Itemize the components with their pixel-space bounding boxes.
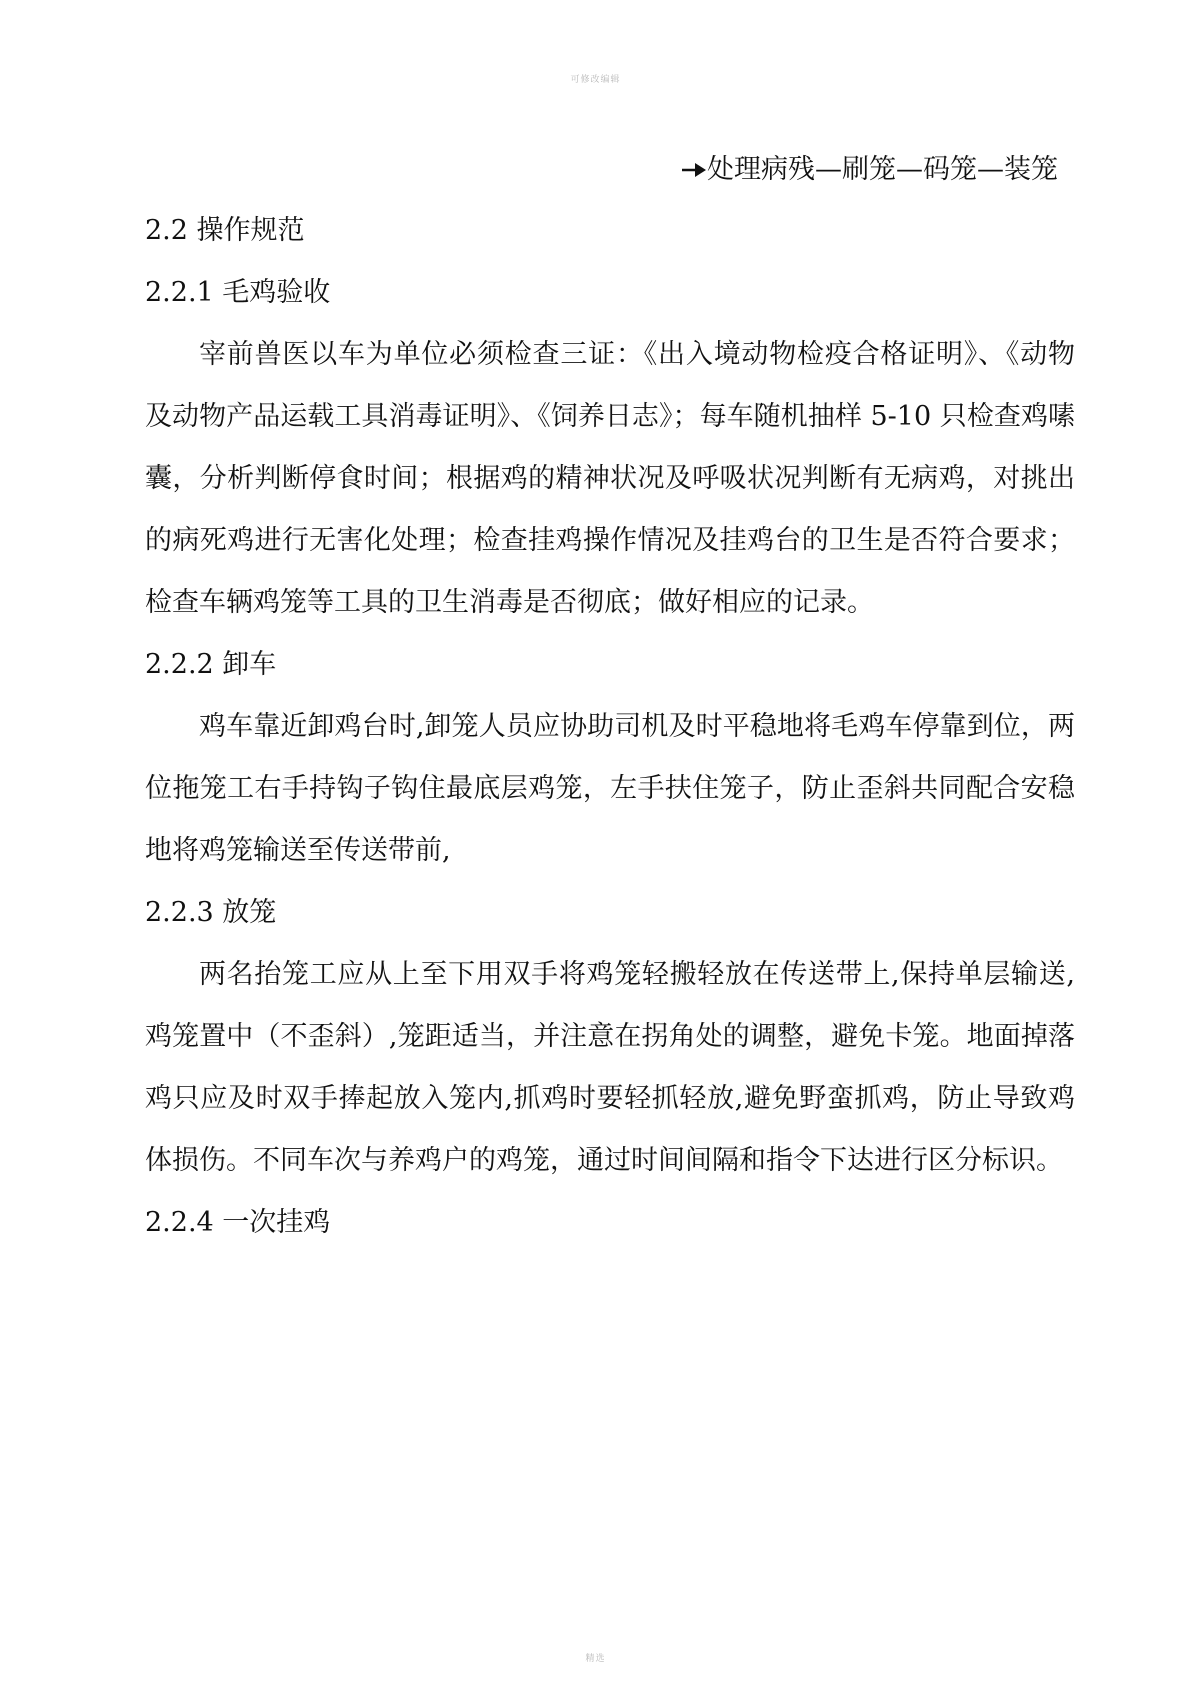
section-heading-2-2-3: 2.2.3 放笼 bbox=[145, 897, 277, 928]
page-header-watermark: 可修改编辑 bbox=[570, 75, 621, 85]
paragraph-unloading: 鸡车靠近卸鸡台时,卸笼人员应协助司机及时平稳地将毛鸡车停靠到位，两位拖笼工右手持钩子钩住最底层鸡笼，左手扶住笼子，防止歪斜共同配合安稳地将鸡笼输送至传送带前, bbox=[145, 711, 1075, 866]
section-heading-2-2-2: 2.2.2 卸车 bbox=[145, 649, 277, 680]
paragraph-placing-cages: 两名抬笼工应从上至下用双手将鸡笼轻搬轻放在传送带上,保持单层输送,鸡笼置中（不歪斜）,笼距适当，并注意在拐角处的调整，避免卡笼。地面掉落鸡只应及时双手捧起放入笼内,抓鸡时要轻抓轻放,避免野蛮抓鸡，防止导致鸡体损伤。不同车次与养鸡户的鸡笼，通过时间间隔和指令下达进行区分标识。 bbox=[145, 959, 1075, 1176]
process-flow-text: 处理病残—刷笼—码笼—装笼 bbox=[707, 154, 1058, 185]
document-body bbox=[145, 140, 1075, 1254]
page-footer-watermark: 精选 bbox=[585, 1654, 606, 1664]
process-flow-line bbox=[145, 140, 1075, 200]
paragraph-chicken-inspection: 宰前兽医以车为单位必须检查三证：《出入境动物检疫合格证明》、《动物及动物产品运载工具消毒证明》、《饲养日志》；每车随机抽样 5-10 只检查鸡嗉囊，分析判断停食时间；根据鸡的精神状况及呼吸状况判断有无病鸡，对挑出的病死鸡进行无害化处理；检查挂鸡操作情况及挂鸡台的卫生是否符合要求；检查车辆鸡笼等工具的卫生消毒是否彻底；做好相应的记录。 bbox=[145, 339, 1075, 618]
arrow-right-icon bbox=[681, 155, 707, 182]
section-heading-2-2-4: 2.2.4 一次挂鸡 bbox=[145, 1207, 331, 1238]
section-heading-2-2-1: 2.2.1 毛鸡验收 bbox=[145, 277, 331, 308]
section-heading-2-2: 2.2 操作规范 bbox=[145, 215, 305, 246]
